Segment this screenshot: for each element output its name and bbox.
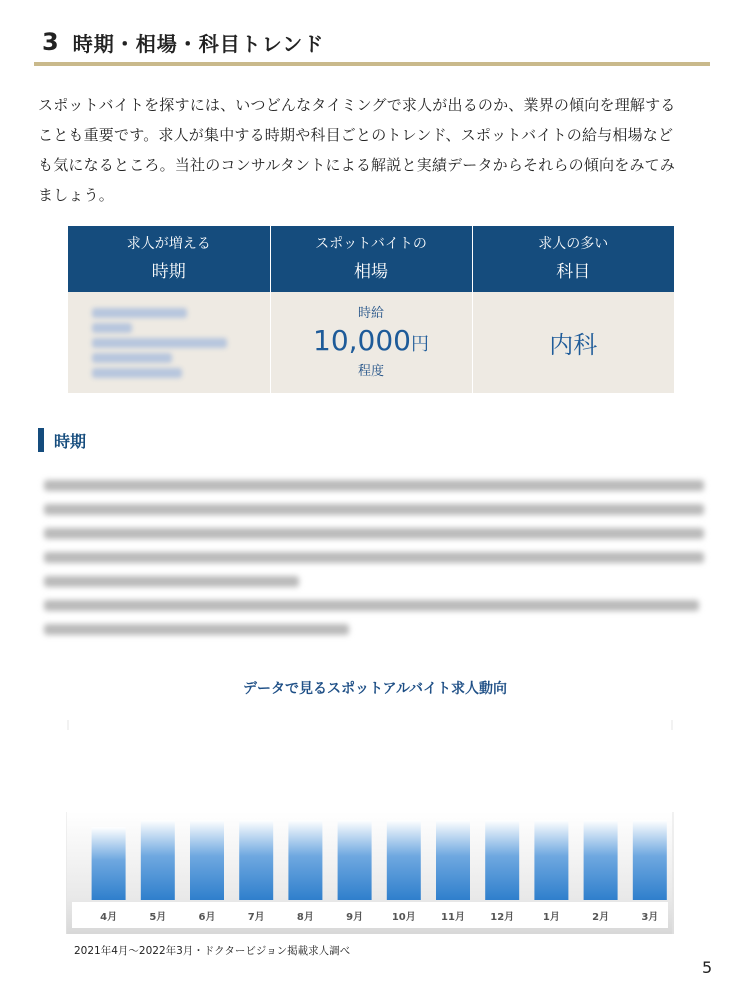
wage-unit: 円	[410, 333, 429, 355]
category-label: 9月	[346, 912, 364, 923]
category-label: 2月	[592, 912, 610, 923]
wage-suffix: 程度	[357, 363, 384, 379]
intro-line: も気になるところ。当社のコンサルタントによる解説と実績データからそれらの傾向をみてみ	[38, 156, 676, 174]
wage-amount	[271, 323, 472, 363]
subsection-header	[38, 428, 86, 452]
summary-header-line2: 科目	[556, 262, 591, 283]
summary-cell-subject	[472, 292, 674, 393]
wage-value: 10,000	[313, 323, 411, 357]
category-label: 7月	[247, 912, 265, 923]
category-label: 3月	[641, 912, 659, 923]
subsection-title: 時期	[54, 431, 87, 451]
category-label: 11月	[441, 912, 465, 923]
redacted-line	[44, 624, 349, 635]
summary-header-wage	[270, 226, 472, 292]
redacted-line	[44, 504, 704, 515]
section-number: 3	[42, 28, 59, 56]
bar-6	[338, 820, 372, 900]
redacted-line	[92, 368, 182, 378]
bar-9	[485, 820, 519, 900]
section-header	[34, 22, 710, 66]
summary-header-line2: 時期	[151, 262, 186, 283]
bar-5	[288, 820, 322, 900]
summary-table	[68, 226, 674, 393]
bar-10	[534, 820, 568, 900]
bar-12	[633, 820, 667, 900]
category-label: 6月	[198, 912, 216, 923]
bar-chart	[66, 716, 674, 934]
bar-2	[141, 820, 175, 900]
intro-paragraph	[38, 90, 710, 210]
redacted-line	[92, 323, 132, 333]
redacted-line	[44, 480, 704, 491]
redacted-line	[44, 600, 699, 611]
subject-value: 内科	[549, 331, 598, 360]
intro-line: ことも重要です。求人が集中する時期や科目ごとのトレンド、スポットバイトの給与相場など	[38, 126, 674, 144]
summary-header-line1: スポットバイトの	[315, 236, 427, 253]
bar-3	[190, 820, 224, 900]
page-number: 5	[702, 958, 713, 977]
bar-8	[436, 820, 470, 900]
wage-prefix: 時給	[357, 305, 384, 321]
summary-header-line1: 求人が増える	[126, 236, 211, 253]
redacted-line	[92, 308, 187, 318]
redacted-line	[92, 338, 227, 348]
category-label: 4月	[100, 912, 118, 923]
summary-header-subject	[472, 226, 674, 292]
category-label: 10月	[391, 912, 416, 923]
bar-11	[584, 820, 618, 900]
summary-cell-period-redacted	[68, 292, 270, 393]
summary-header-period	[68, 226, 270, 292]
source-note: 2021年4月〜2022年3月・ドクタービジョン掲載求人調べ	[74, 945, 351, 957]
redacted-line	[44, 528, 704, 539]
redacted-line	[44, 576, 299, 587]
intro-line: スポットバイトを探すには、いつどんなタイミングで求人が出るのか、業界の傾向を理解する	[38, 96, 676, 114]
category-label: 1月	[542, 912, 560, 923]
summary-header-line1: 求人の多い	[538, 236, 609, 253]
bar-1	[92, 827, 126, 900]
intro-line: ましょう。	[38, 186, 115, 204]
summary-cell-wage	[270, 292, 472, 393]
redacted-line	[92, 353, 172, 363]
redacted-line	[44, 552, 704, 563]
category-label: 5月	[149, 912, 167, 923]
category-label: 12月	[490, 912, 515, 923]
summary-header-line2: 相場	[354, 262, 388, 283]
bar-4	[239, 820, 273, 900]
bar-7	[387, 820, 421, 900]
chart-title: データで見るスポットアルバイト求人動向	[242, 681, 508, 697]
redacted-paragraph	[44, 480, 704, 648]
section-title: 時期・相場・科目トレンド	[72, 31, 325, 56]
category-label: 8月	[296, 912, 314, 923]
